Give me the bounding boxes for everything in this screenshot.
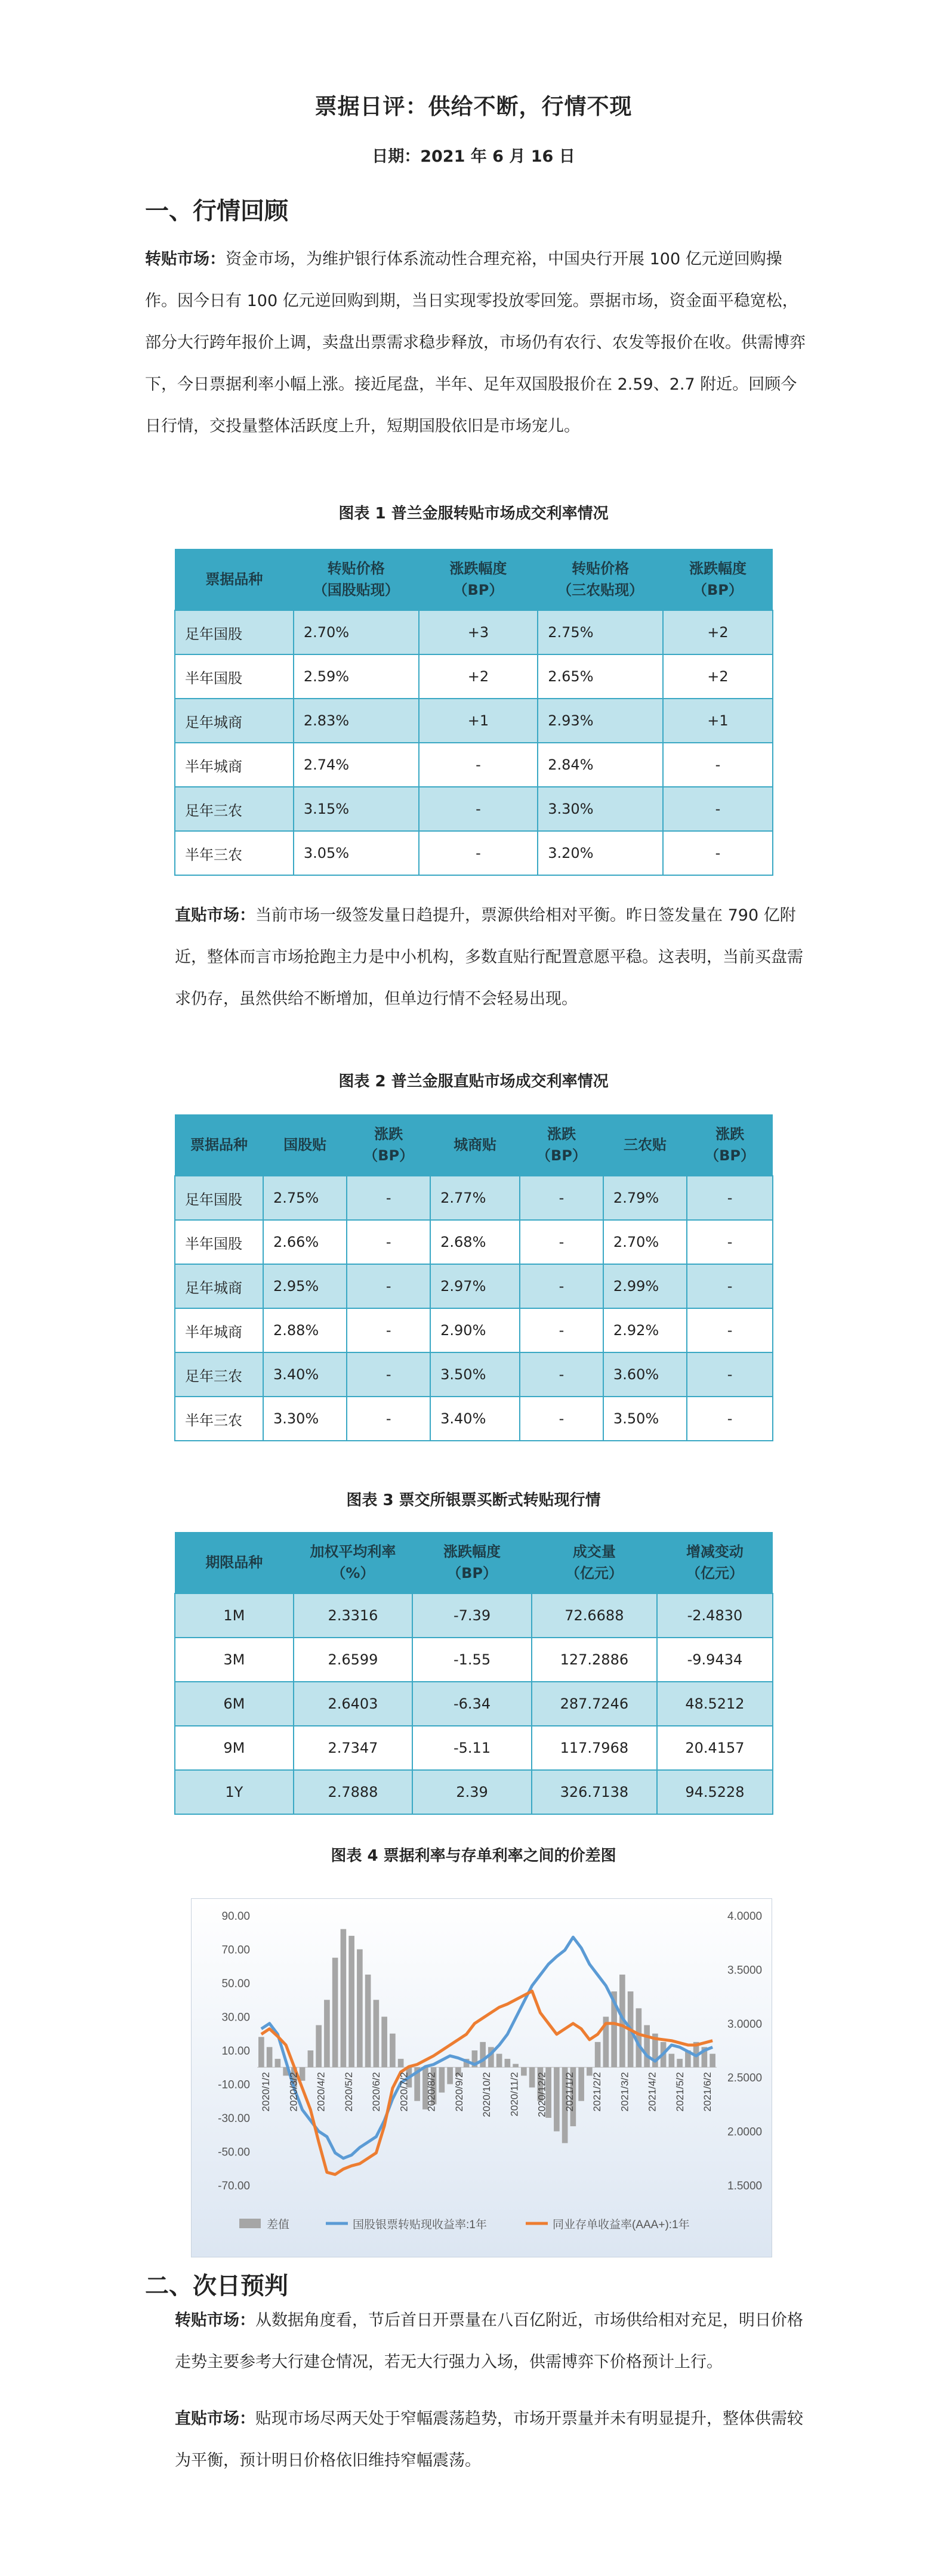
table-row: [175, 1220, 773, 1264]
table-cell: 3M: [175, 1638, 294, 1682]
bar-spread: [710, 2054, 715, 2068]
table-cell: -: [687, 1308, 773, 1352]
column-header: 涨跌幅度 （BP）: [663, 549, 773, 610]
section-heading-forecast: 二、次日预判: [145, 2272, 288, 2300]
table-cell: 2.70%: [294, 610, 419, 654]
table-cell: 2.92%: [603, 1308, 687, 1352]
y-right-tick-label: 1.5000: [727, 2180, 763, 2192]
table-cell: -9.9434: [657, 1638, 773, 1682]
x-tick-label: 2020/5/2: [343, 2072, 354, 2112]
report-date: 日期：2021 年 6 月 16 日: [372, 147, 575, 166]
table-cell: 1M: [175, 1593, 294, 1638]
table-cell: 3.15%: [294, 787, 419, 831]
table-cell: 3.40%: [430, 1397, 520, 1441]
table-cell: -: [520, 1220, 603, 1264]
column-header: 涨跌 （BP）: [520, 1114, 603, 1176]
table-cell: 72.6688: [532, 1593, 657, 1638]
column-header: 加权平均利率 （%）: [294, 1532, 413, 1593]
table-cell: 2.74%: [294, 743, 419, 787]
y-left-tick-label: 90.00: [221, 1910, 250, 1923]
bar-spread: [578, 2067, 584, 2101]
y-left-tick-label: 70.00: [221, 1944, 250, 1957]
report-title: 票据日评：供给不断，行情不现: [314, 94, 633, 119]
table-cell: 2.90%: [430, 1308, 520, 1352]
table-cell: 2.65%: [538, 654, 663, 699]
paragraph-forecast-transfer: [175, 2300, 809, 2383]
column-header: 增减变动 （亿元）: [657, 1532, 773, 1593]
bar-spread: [267, 2047, 273, 2067]
legend-label-spread: 差值: [267, 2219, 290, 2231]
legend-label-treasury: 国股银票转贴现收益率:1年: [353, 2219, 487, 2231]
table-cell: -5.11: [412, 1726, 532, 1770]
table-cell: 9M: [175, 1726, 294, 1770]
spread-chart-svg: [192, 1899, 772, 2257]
y-left-tick-label: 30.00: [221, 2011, 250, 2024]
y-left-tick-label: 50.00: [221, 1978, 250, 1990]
x-tick-label: 2021/5/2: [674, 2072, 686, 2112]
x-tick-label: 2020/4/2: [315, 2072, 327, 2112]
table-cell: 3.50%: [430, 1352, 520, 1397]
table-cell: 2.88%: [263, 1308, 347, 1352]
bar-spread: [365, 1975, 371, 2067]
column-header: 成交量 （亿元）: [532, 1532, 657, 1593]
bar-spread: [677, 2059, 683, 2067]
table-header-row: [175, 549, 773, 610]
table-cell: 2.75%: [538, 610, 663, 654]
column-header: 票据品种: [175, 549, 294, 610]
table-cell: 足年国股: [175, 610, 294, 654]
bar-spread: [480, 2042, 486, 2067]
y-left-tick-label: -10.00: [218, 2078, 250, 2092]
bar-spread: [669, 2054, 675, 2068]
column-header: 涨跌 （BP）: [687, 1114, 773, 1176]
table-cell: 2.68%: [430, 1220, 520, 1264]
table-row: [175, 1176, 773, 1220]
table-cell: -2.4830: [657, 1593, 773, 1638]
paragraph-text: 当前市场一级签发量日趋提升，票源供给相对平衡。昨日签发量在 790 亿附近，整体而言市场抢跑主力是中小机构，多数直贴行配置意愿平稳。这表明，当前买盘需求仍存，虽然供给不断增加，但单边行情不会轻易出现。: [175, 906, 803, 1008]
bar-spread: [595, 2042, 601, 2067]
paragraph-discount-market: [175, 895, 809, 1020]
table-cell: -: [347, 1176, 430, 1220]
bar-spread: [521, 2067, 527, 2075]
y-right-tick-label: 3.0000: [727, 2018, 763, 2031]
legend-swatch-spread: [239, 2219, 261, 2228]
bar-spread: [316, 2025, 322, 2068]
column-header: 涨跌幅度 （BP）: [419, 549, 538, 610]
table-cell: -: [520, 1308, 603, 1352]
table-cell: -: [347, 1352, 430, 1397]
table-cell: 3.05%: [294, 831, 419, 875]
table-cell: 半年城商: [175, 1308, 263, 1352]
table-cell: -: [419, 743, 538, 787]
bar-spread: [357, 1950, 363, 2068]
paragraph-forecast-discount: [175, 2398, 809, 2482]
table-row: [175, 610, 773, 654]
table-cell: 6M: [175, 1682, 294, 1726]
paragraph-label: 转贴市场：: [175, 2311, 255, 2330]
table-row: [175, 743, 773, 787]
table-row: [175, 699, 773, 743]
y-right-tick-label: 2.0000: [727, 2126, 763, 2139]
table-cell: -: [520, 1352, 603, 1397]
table-cell: 1Y: [175, 1770, 294, 1814]
table-cell: 2.7888: [294, 1770, 413, 1814]
table-cell: 半年三农: [175, 831, 294, 875]
paragraph-label: 转贴市场：: [145, 250, 226, 268]
table-cell: -: [520, 1397, 603, 1441]
table-cell: 2.77%: [430, 1176, 520, 1220]
table-cell: +1: [419, 699, 538, 743]
table-cell: 足年城商: [175, 1264, 263, 1308]
column-header: 转贴价格 （三农贴现）: [538, 549, 663, 610]
table-cell: 127.2886: [532, 1638, 657, 1682]
table-cell: 半年城商: [175, 743, 294, 787]
table-cell: -: [687, 1220, 773, 1264]
x-tick-label: 2020/8/2: [425, 2072, 437, 2112]
transfer-rate-table: [174, 549, 773, 876]
table-cell: +3: [419, 610, 538, 654]
paragraph-text: 从数据角度看，节后首日开票量在八百亿附近，市场供给相对充足，明日价格走势主要参考大行建仓情况，若无大行强力入场，供需博弈下价格预计上行。: [175, 2311, 803, 2371]
x-tick-label: 2021/4/2: [646, 2072, 658, 2112]
table-cell: -7.39: [412, 1593, 532, 1638]
bar-spread: [324, 2000, 330, 2067]
table-cell: 足年三农: [175, 787, 294, 831]
table-cell: 3.20%: [538, 831, 663, 875]
bar-spread: [381, 2017, 387, 2068]
bar-spread: [308, 2050, 314, 2067]
y-right-tick-label: 4.0000: [727, 1910, 763, 1923]
table-cell: 2.75%: [263, 1176, 347, 1220]
table-cell: 2.39: [412, 1770, 532, 1814]
table-cell: -: [347, 1220, 430, 1264]
x-tick-label: 2020/12/2: [536, 2072, 548, 2117]
table-cell: 半年三农: [175, 1397, 263, 1441]
bar-spread: [447, 2067, 453, 2084]
table-cell: 20.4157: [657, 1726, 773, 1770]
table-cell: +2: [663, 654, 773, 699]
table-row: [175, 1264, 773, 1308]
x-tick-label: 2020/6/2: [371, 2072, 382, 2112]
y-right-tick-label: 2.5000: [727, 2072, 763, 2085]
bar-spread: [496, 2054, 502, 2068]
spread-chart: [191, 1898, 772, 2257]
legend-label-cd: 同业存单收益率(AAA+):1年: [553, 2219, 690, 2231]
table-cell: -: [347, 1308, 430, 1352]
table-cell: 3.40%: [263, 1352, 347, 1397]
table-cell: 287.7246: [532, 1682, 657, 1726]
table-cell: 3.60%: [603, 1352, 687, 1397]
table-cell: 半年国股: [175, 654, 294, 699]
y-left-tick-label: -30.00: [218, 2112, 250, 2125]
discount-rate-table: [174, 1114, 773, 1441]
table-row: [175, 1770, 773, 1814]
table-cell: 48.5212: [657, 1682, 773, 1726]
table-cell: -: [687, 1397, 773, 1441]
bar-spread: [374, 2000, 380, 2067]
table-cell: 足年国股: [175, 1176, 263, 1220]
table-cell: 2.6599: [294, 1638, 413, 1682]
paragraph-transfer-market: [145, 239, 809, 447]
table-cell: 2.99%: [603, 1264, 687, 1308]
y-left-tick-label: -50.00: [218, 2146, 250, 2159]
column-header: 票据品种: [175, 1114, 263, 1176]
table-cell: -: [520, 1176, 603, 1220]
paragraph-label: 直贴市场：: [175, 906, 255, 925]
bar-spread: [341, 1929, 347, 2068]
table-header-row: [175, 1532, 773, 1593]
table-row: [175, 1352, 773, 1397]
section-heading-review: 一、行情回顾: [145, 197, 288, 225]
table-cell: -: [663, 787, 773, 831]
column-header: 期限品种: [175, 1532, 294, 1593]
paragraph-text: 资金市场，为维护银行体系流动性合理充裕，中国央行开展 100 亿元逆回购操作。因今日有 100 亿元逆回购到期，当日实现零投放零回笼。票据市场，资金面平稳宽松，部分大行跨年报价上调，卖盘出票需求稳步释放，市场仍有农行、农发等报价在收。供需博弈下，今日票据利率小幅上涨。接近尾盘，半年、足年双国股报价在 2.59、2.7 附近。回顾今日行情，交投量整体活跃度上升，短期国股依旧是市场宠儿。: [145, 250, 806, 435]
table-row: [175, 1638, 773, 1682]
x-tick-label: 2021/3/2: [619, 2072, 631, 2112]
table-cell: +1: [663, 699, 773, 743]
bar-spread: [554, 2067, 560, 2131]
x-tick-label: 2020/11/2: [508, 2072, 520, 2117]
table-cell: 2.70%: [603, 1220, 687, 1264]
bar-spread: [529, 2067, 535, 2087]
x-tick-label: 2021/1/2: [563, 2072, 575, 2112]
table-cell: 2.79%: [603, 1176, 687, 1220]
table-row: [175, 1308, 773, 1352]
table-row: [175, 787, 773, 831]
table-cell: 2.93%: [538, 699, 663, 743]
table-cell: -: [663, 743, 773, 787]
table-cell: 2.6403: [294, 1682, 413, 1726]
column-header: 转贴价格 （国股贴现）: [294, 549, 419, 610]
column-header: 国股贴: [263, 1114, 347, 1176]
table-cell: 3.30%: [263, 1397, 347, 1441]
table-row: [175, 1397, 773, 1441]
table-cell: -1.55: [412, 1638, 532, 1682]
table-cell: +2: [663, 610, 773, 654]
y-right-tick-label: 3.5000: [727, 1964, 763, 1977]
table-cell: 3.50%: [603, 1397, 687, 1441]
column-header: 涨跌幅度 （BP）: [412, 1532, 532, 1593]
table-cell: 3.30%: [538, 787, 663, 831]
table-cell: 2.7347: [294, 1726, 413, 1770]
column-header: 三农贴: [603, 1114, 687, 1176]
exchange-quote-table: [174, 1532, 773, 1815]
x-tick-label: 2021/6/2: [702, 2072, 713, 2112]
bar-spread: [390, 2034, 396, 2068]
table-cell: +2: [419, 654, 538, 699]
bar-spread: [505, 2059, 511, 2067]
table-cell: -: [419, 831, 538, 875]
figure-3-caption: 图表 3 票交所银票买断式转贴现行情: [346, 1491, 601, 1509]
x-tick-label: 2020/10/2: [481, 2072, 492, 2117]
table-cell: 2.83%: [294, 699, 419, 743]
table-cell: -: [347, 1397, 430, 1441]
table-cell: 半年国股: [175, 1220, 263, 1264]
bar-spread: [513, 2064, 519, 2068]
table-header-row: [175, 1114, 773, 1176]
y-left-tick-label: 10.00: [221, 2045, 250, 2058]
table-cell: 94.5228: [657, 1770, 773, 1814]
figure-1-caption: 图表 1 普兰金服转贴市场成交利率情况: [338, 505, 609, 523]
bar-spread: [644, 2025, 650, 2068]
table-cell: 2.97%: [430, 1264, 520, 1308]
column-header: 城商贴: [430, 1114, 520, 1176]
paragraph-label: 直贴市场：: [175, 2410, 255, 2428]
table-cell: -6.34: [412, 1682, 532, 1726]
x-tick-label: 2020/3/2: [288, 2072, 300, 2112]
table-cell: -: [687, 1264, 773, 1308]
bar-spread: [275, 2059, 281, 2067]
x-tick-label: 2020/7/2: [398, 2072, 410, 2112]
table-cell: 326.7138: [532, 1770, 657, 1814]
table-cell: 足年三农: [175, 1352, 263, 1397]
table-cell: 2.84%: [538, 743, 663, 787]
table-cell: 足年城商: [175, 699, 294, 743]
table-cell: -: [687, 1352, 773, 1397]
y-left-tick-label: -70.00: [218, 2180, 250, 2192]
x-tick-label: 2020/1/2: [260, 2072, 272, 2112]
x-tick-label: 2021/2/2: [591, 2072, 603, 2112]
table-cell: 2.66%: [263, 1220, 347, 1264]
table-cell: 117.7968: [532, 1726, 657, 1770]
table-cell: -: [687, 1176, 773, 1220]
table-cell: -: [520, 1264, 603, 1308]
table-cell: 2.59%: [294, 654, 419, 699]
bar-spread: [398, 2059, 404, 2067]
bar-spread: [439, 2067, 445, 2092]
column-header: 涨跌 （BP）: [347, 1114, 430, 1176]
table-row: [175, 654, 773, 699]
x-tick-label: 2020/9/2: [453, 2072, 465, 2112]
paragraph-text: 贴现市场尽两天处于窄幅震荡趋势，市场开票量并未有明显提升，整体供需较为平衡，预计明日价格依旧维持窄幅震荡。: [175, 2410, 803, 2470]
table-cell: 2.3316: [294, 1593, 413, 1638]
table-cell: -: [347, 1264, 430, 1308]
table-row: [175, 831, 773, 875]
table-row: [175, 1593, 773, 1638]
table-row: [175, 1726, 773, 1770]
figure-4-caption: 图表 4 票据利率与存单利率之间的价差图: [331, 1847, 616, 1865]
table-cell: -: [419, 787, 538, 831]
bar-spread: [348, 1936, 354, 2067]
figure-2-caption: 图表 2 普兰金服直贴市场成交利率情况: [338, 1073, 609, 1091]
table-row: [175, 1682, 773, 1726]
bar-spread: [258, 2037, 264, 2067]
table-cell: 2.95%: [263, 1264, 347, 1308]
bar-spread: [332, 1958, 338, 2068]
table-cell: -: [663, 831, 773, 875]
